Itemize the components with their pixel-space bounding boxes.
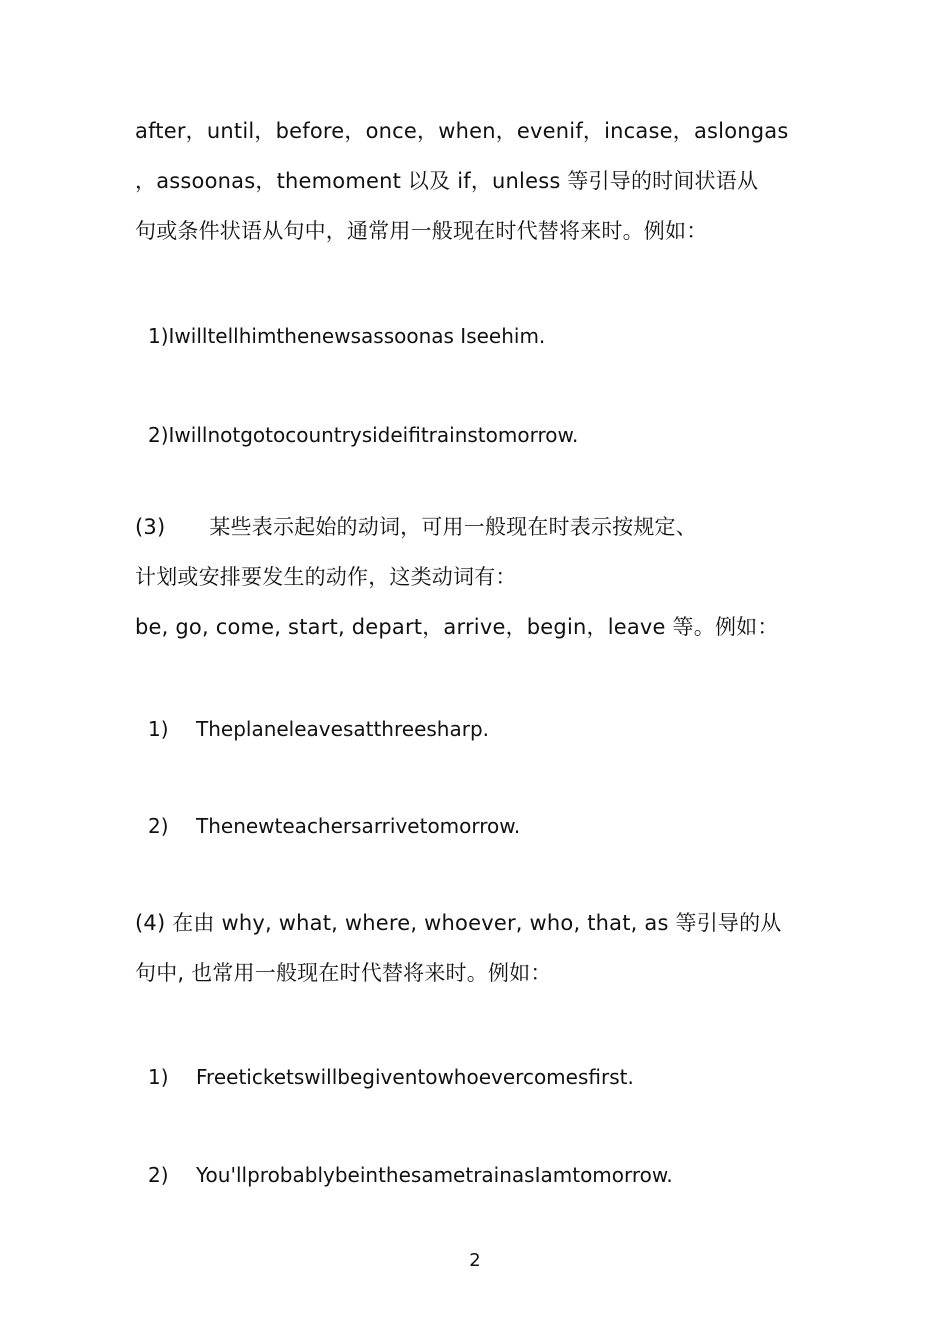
example-text: Freeticketswillbegiventowhoevercomesfirst. <box>196 1065 634 1089</box>
para2-label: (3) <box>135 515 166 539</box>
example-number: 2) <box>148 814 169 838</box>
para2-line1 <box>135 512 697 542</box>
example1-item2 <box>148 420 578 450</box>
example-text: Theplaneleavesatthreesharp. <box>196 717 489 741</box>
para2-line1-text: 某些表示起始的动词，可用一般现在时表示按规定、 <box>209 515 697 539</box>
example3-item1 <box>148 1062 634 1092</box>
example-number: 2) <box>148 423 169 447</box>
example-text: Iwilltellhimthenewsassoonas Iseehim. <box>168 324 546 348</box>
para1-line1: after，until，before，once，when，evenif，incase，aslongas <box>135 119 789 143</box>
para1-line2: ，assoonas，themoment 以及 if，unless 等引导的时间状语从 <box>135 169 759 193</box>
example1-item1 <box>148 321 545 351</box>
example-number: 2) <box>148 1163 169 1187</box>
para3-line1: (4) 在由 why, what, where, whoever, who, that, as 等引导的从 <box>135 911 782 935</box>
para3-line2: 句中, 也常用一般现在时代替将来时。例如： <box>135 961 552 985</box>
example-text: Iwillnotgotocountrysideifitrainstomorrow. <box>168 423 579 447</box>
para2-line3: be, go, come, start, depart，arrive，begin，leave 等。例如： <box>135 615 779 639</box>
example2-item1 <box>148 714 489 744</box>
example2-item2 <box>148 811 520 841</box>
example-number: 1) <box>148 717 169 741</box>
example-text: Thenewteachersarrivetomorrow. <box>196 814 521 838</box>
example-text: You'llprobablybeinthesametrainasIamtomorrow. <box>196 1163 673 1187</box>
para2-line2: 计划或安排要发生的动作，这类动词有： <box>135 565 517 589</box>
example-number: 1) <box>148 1065 169 1089</box>
example3-item2 <box>148 1160 673 1190</box>
page-number: 2 <box>469 1250 481 1271</box>
example-number: 1) <box>148 324 169 348</box>
para1-line3: 句或条件状语从句中，通常用一般现在时代替将来时。例如： <box>135 219 708 243</box>
